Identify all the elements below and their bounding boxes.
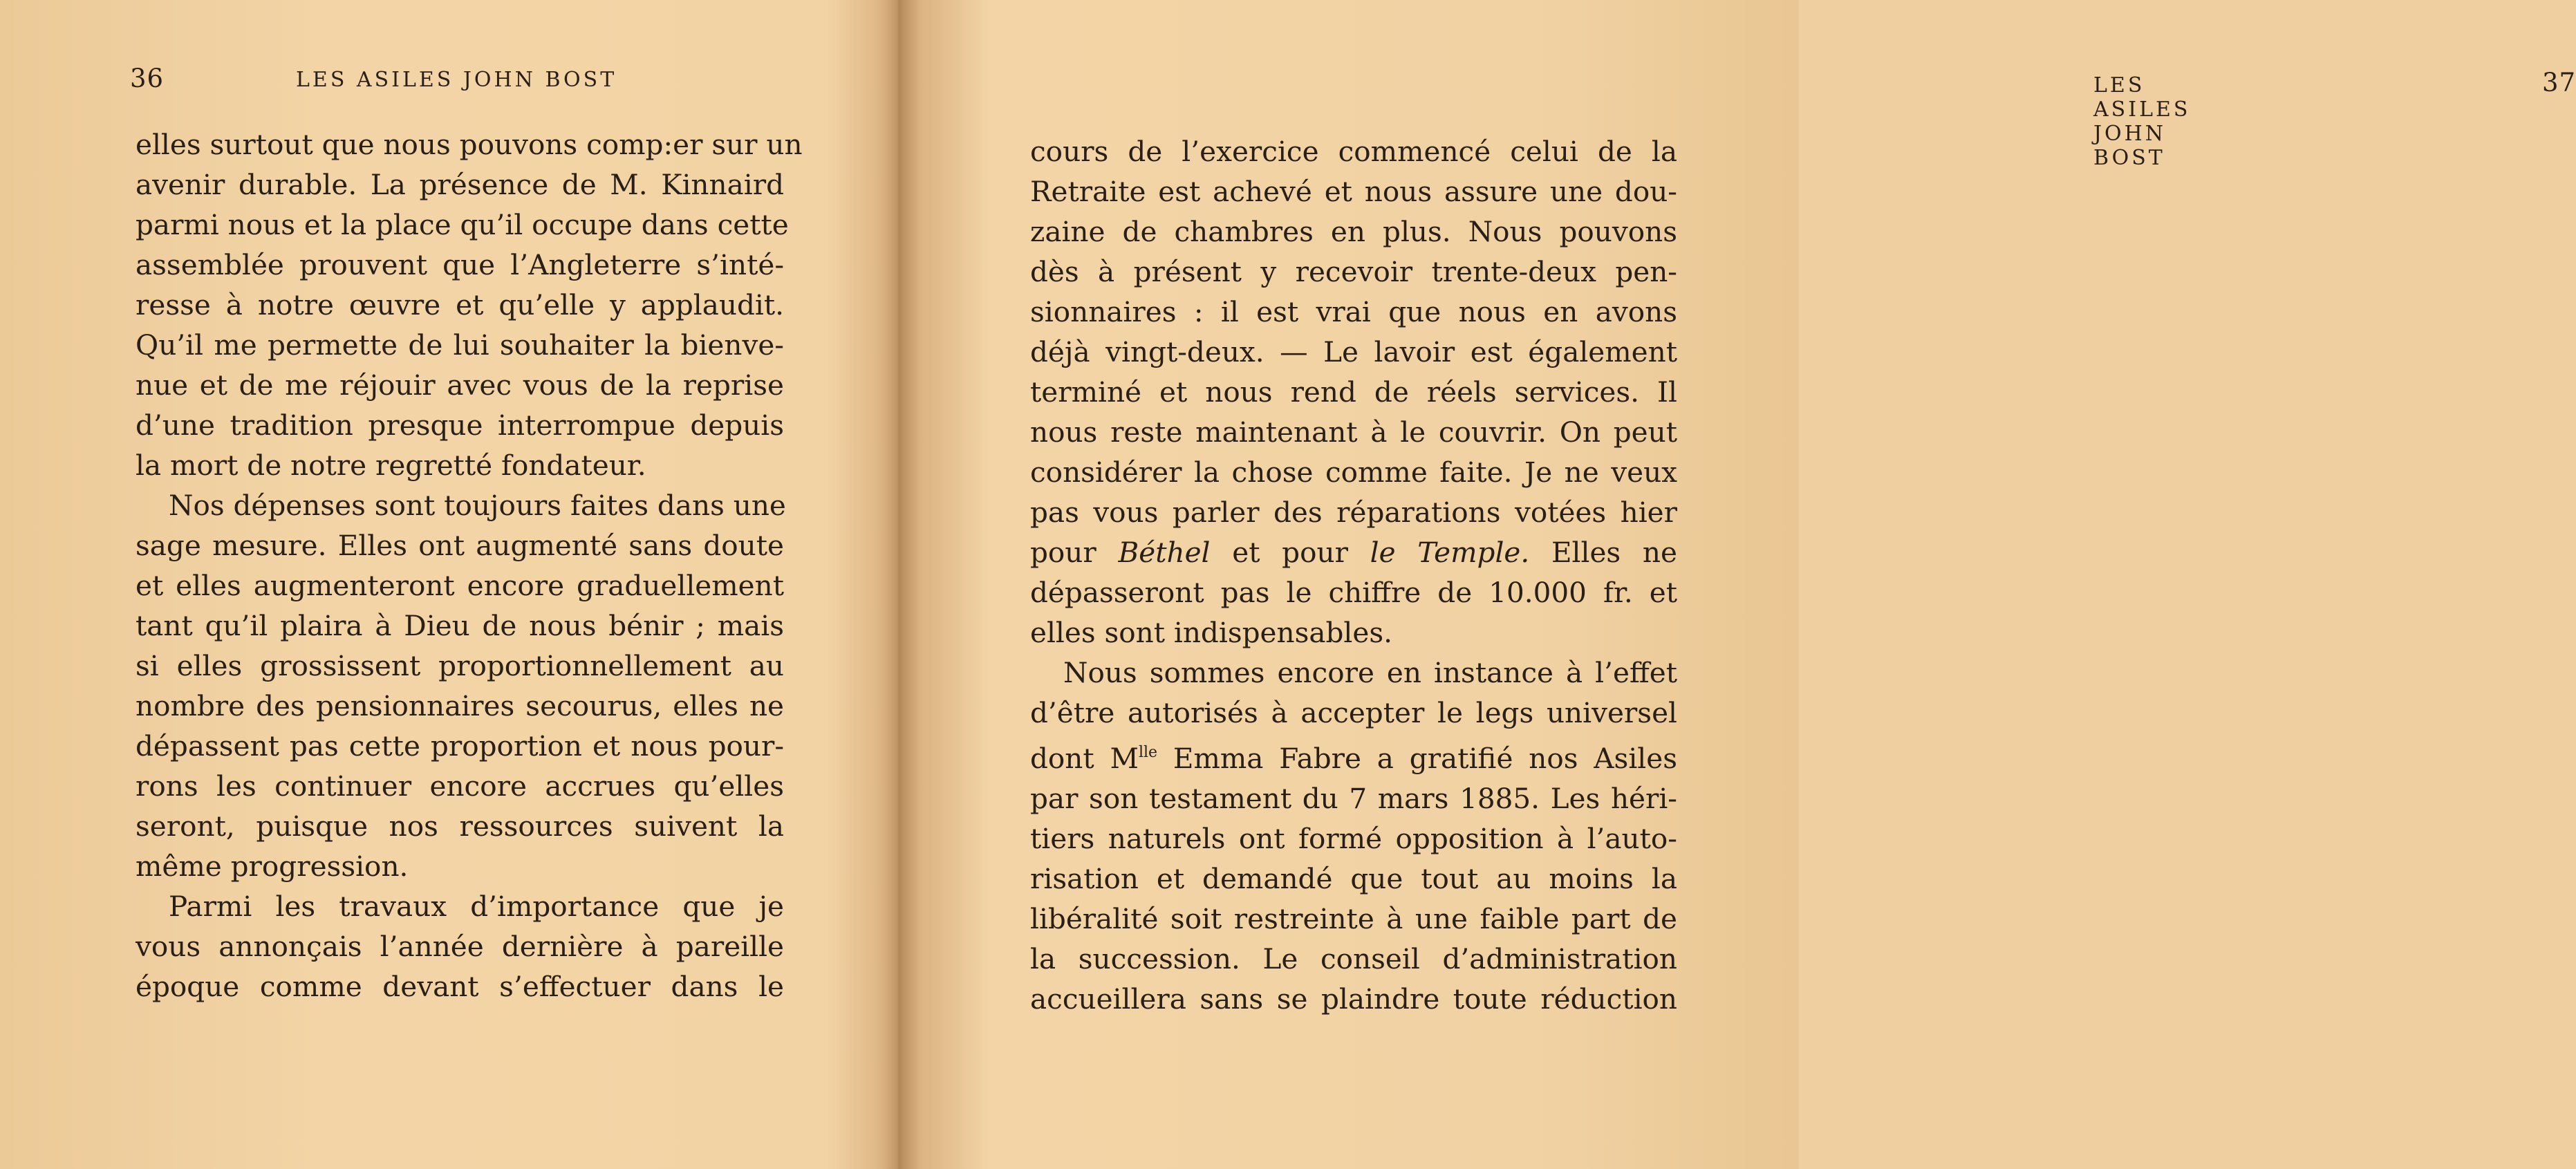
- text-line: nombre des pensionnaires secourus, elles ne: [136, 689, 784, 722]
- text-line: dès à présent y recevoir trente-deux pen-: [1030, 255, 1677, 288]
- right-running-head: LES ASILES JOHN BOST: [2093, 73, 2191, 170]
- text-line: si elles grossissent proportionnellement au: [136, 649, 784, 682]
- text-line: tant qu’il plaira à Dieu de nous bénir ; mais: [136, 609, 784, 642]
- text-line: parmi nous et la place qu’il occupe dans cette: [136, 208, 789, 241]
- left-running-head: LES ASILES JOHN BOST: [296, 68, 617, 92]
- left-paragraph-3: [136, 886, 784, 1007]
- text-line: sionnaires : il est vrai que nous en avons: [1030, 295, 1677, 328]
- text-line: dépassent pas cette proportion et nous pour-: [136, 729, 784, 763]
- text-line: zaine de chambres en plus. Nous pouvons: [1030, 215, 1677, 248]
- text-line: Retraite est achevé et nous assure une dou-: [1030, 175, 1677, 208]
- text-line: cours de l’exercice commencé celui de la: [1030, 135, 1677, 168]
- text-line: considérer la chose comme faite. Je ne veux: [1030, 456, 1677, 489]
- text-fragment: dont M: [1030, 742, 1139, 775]
- text-line: pas vous parler des réparations votées hier: [1030, 496, 1677, 529]
- text-line: libéralité soit restreinte à une faible part de: [1030, 902, 1677, 935]
- text-line: époque comme devant s’effectuer dans le: [136, 970, 784, 1003]
- left-page: [0, 0, 899, 1169]
- text-line: elles sont indispensables.: [1030, 616, 1393, 649]
- text-line: sage mesure. Elles ont augmenté sans doute: [136, 529, 784, 562]
- text-line: Parmi les travaux d’importance que je: [169, 890, 784, 923]
- text-line-with-italics: [1030, 532, 1677, 572]
- text-line: d’une tradition presque interrompue depuis: [136, 409, 784, 442]
- right-paragraph-1: [1030, 131, 1677, 653]
- text-line: par son testament du 7 mars 1885. Les héri-: [1030, 782, 1677, 815]
- text-line: et elles augmenteront encore graduellement: [136, 569, 784, 602]
- right-paragraph-2: [1030, 653, 1677, 1019]
- text-line: Qu’il me permette de lui souhaiter la bienve-: [136, 328, 784, 362]
- italic-temple: le Temple.: [1370, 536, 1530, 569]
- text-line-with-superscript: [1030, 733, 1677, 778]
- superscript-lle: lle: [1138, 744, 1158, 761]
- text-line: la mort de notre regretté fondateur.: [136, 449, 646, 482]
- right-page-number: 37: [2542, 68, 2576, 97]
- text-line: d’être autorisés à accepter le legs universel: [1030, 696, 1677, 729]
- text-line: nous reste maintenant à le couvrir. On peut: [1030, 415, 1677, 449]
- text-line: accueillera sans se plaindre toute réduction: [1030, 982, 1677, 1016]
- text-fragment: Emma Fabre a gratifié nos Asiles: [1157, 742, 1677, 775]
- text-line: seront, puisque nos ressources suivent la: [136, 810, 784, 843]
- text-line: resse à notre œuvre et qu’elle y applaudit.: [136, 288, 784, 321]
- text-fragment: Elles ne: [1529, 536, 1677, 569]
- text-line: tiers naturels ont formé opposition à l’auto-: [1030, 822, 1677, 855]
- left-paragraph-1: [136, 124, 803, 485]
- text-line: dépasseront pas le chiffre de 10.000 fr. et: [1030, 576, 1677, 609]
- text-line: rons les continuer encore accrues qu’elles: [136, 769, 784, 803]
- text-line: Nous sommes encore en instance à l’effet: [1063, 656, 1677, 689]
- text-line: la succession. Le conseil d’administration: [1030, 942, 1677, 975]
- text-line: vous annonçais l’année dernière à pareille: [136, 930, 784, 963]
- left-paragraph-2: [136, 485, 784, 886]
- text-line: elles surtout que nous pouvons comp:er sur un: [136, 128, 803, 161]
- text-line: avenir durable. La présence de M. Kinnaird: [136, 168, 784, 201]
- left-text-block: [136, 124, 803, 1007]
- text-line: même progression.: [136, 850, 409, 883]
- left-page-number: 36: [130, 64, 165, 93]
- text-line: déjà vingt-deux. — Le lavoir est également: [1030, 335, 1677, 368]
- right-text-block: [1030, 131, 1677, 1019]
- italic-bethel: Béthel: [1118, 536, 1211, 569]
- text-line: assemblée prouvent que l’Angleterre s’inté-: [136, 248, 784, 281]
- text-fragment: et pour: [1210, 536, 1370, 569]
- text-line: terminé et nous rend de réels services. Il: [1030, 375, 1677, 409]
- text-line: risation et demandé que tout au moins la: [1030, 862, 1677, 895]
- text-line: Nos dépenses sont toujours faites dans une: [169, 489, 786, 522]
- text-line: nue et de me réjouir avec vous de la reprise: [136, 368, 784, 402]
- text-fragment: pour: [1030, 536, 1119, 569]
